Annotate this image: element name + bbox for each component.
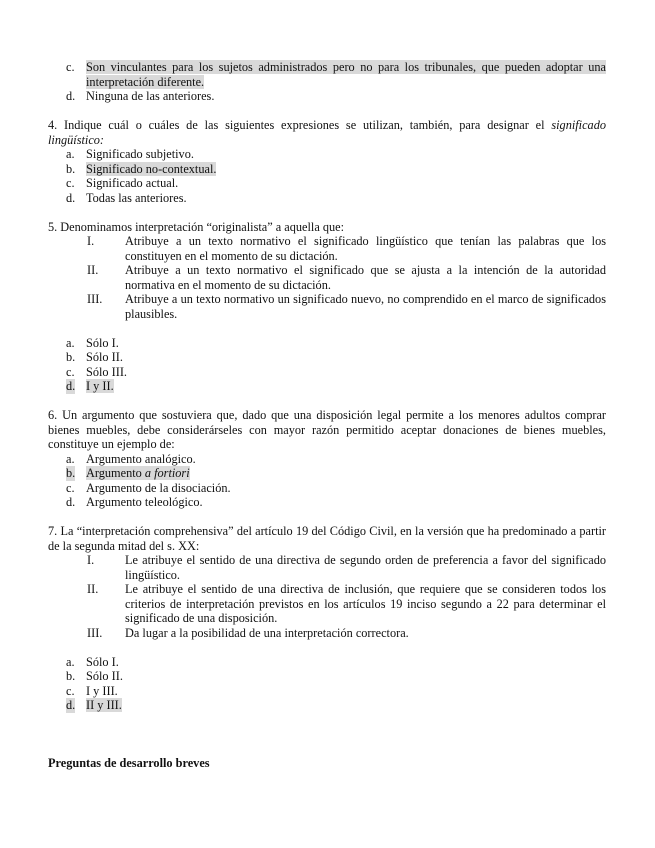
question-6-stem: 6. Un argumento que sostuviera que, dado que una disposición legal permite a los menores adultos comprar bienes muebles, debe considerárseles con mayor razón permitido aceptar donaciones de bienes muebles, constituye un ejemplo de:	[48, 408, 606, 451]
option-7d: d. II y III.	[66, 698, 122, 712]
question-4-stem: 4. Indique cuál o cuáles de las siguientes expresiones se utilizan, también, para designar el significado lingüístico:	[48, 118, 606, 147]
option-letter: d.	[66, 89, 76, 103]
roman-item-7-iii: III. Da lugar a la posibilidad de una interpretación correctora.	[87, 625, 409, 640]
option-5c: c. Sólo III.	[66, 364, 127, 379]
question-5-stem: 5. Denominamos interpretación “originalista” a aquella que:	[48, 219, 345, 234]
option-7a: a. Sólo I.	[66, 654, 119, 669]
roman-item-7-ii: II. Le atribuye el sentido de una directiva de inclusión, que requiere que se consideren todos los criterios de interpretación previstos en los artículos 19 inciso segundo a 22 para determinar el significado de una disposición.	[87, 582, 606, 625]
option-text-highlighted: Son vinculantes para los sujetos administrados pero no para los tribunales, que pueden adoptar una interpretación diferente.	[86, 60, 606, 89]
roman-item-5-iii: III. Atribuye a un texto normativo un significado nuevo, no comprendido en el marco de significados plausibles.	[87, 292, 606, 321]
option-text: Ninguna de las anteriores.	[86, 89, 215, 103]
roman-item-7-i: I. Le atribuye el sentido de una directiva de segundo orden de preferencia a favor del significado lingüístico.	[87, 553, 606, 582]
option-text-highlighted: Significado no-contextual.	[86, 161, 217, 176]
option-7c: c. I y III.	[66, 683, 118, 698]
italic-term: significado lingüístico:	[48, 118, 606, 147]
roman-item-5-ii: II. Atribuye a un texto normativo el significado que se ajusta a la intención de la autoridad normativa en el momento de su dictación.	[87, 263, 606, 292]
option-prev-c	[48, 60, 606, 89]
option-4a: a. Significado subjetivo.	[66, 147, 194, 161]
option-4c: c. Significado actual.	[66, 176, 179, 190]
option-text-highlighted: I y II.	[86, 379, 114, 393]
option-6a: a. Argumento analógico.	[66, 451, 196, 466]
option-5d: d. I y II.	[66, 379, 114, 393]
option-5a: a. Sólo I.	[66, 335, 119, 350]
option-4d: d. Todas las anteriores.	[66, 190, 187, 205]
question-7-stem: 7. La “interpretación comprehensiva” del artículo 19 del Código Civil, en la versión que ha predominado a partir de la segunda mitad del s. XX:	[48, 524, 606, 553]
option-text-highlighted: II y III.	[86, 698, 122, 712]
option-4b: b. Significado no-contextual.	[66, 161, 217, 176]
option-7b: b. Sólo II.	[66, 669, 123, 683]
option-prev-d	[48, 89, 606, 104]
option-6d: d. Argumento teleológico.	[66, 495, 203, 509]
option-6c: c. Argumento de la disociación.	[66, 480, 231, 495]
exam-page	[48, 60, 606, 771]
option-5b: b. Sólo II.	[66, 350, 123, 364]
option-6b: b. Argumento a fortiori	[66, 466, 190, 480]
option-text-highlighted: Argumento a fortiori	[86, 466, 190, 480]
roman-item-5-i: I. Atribuye a un texto normativo el significado lingüístico que tenían las palabras que los constituyen en el momento de su dictación.	[87, 234, 606, 263]
option-letter: c.	[66, 60, 75, 74]
section-title: Preguntas de desarrollo breves	[48, 756, 210, 770]
